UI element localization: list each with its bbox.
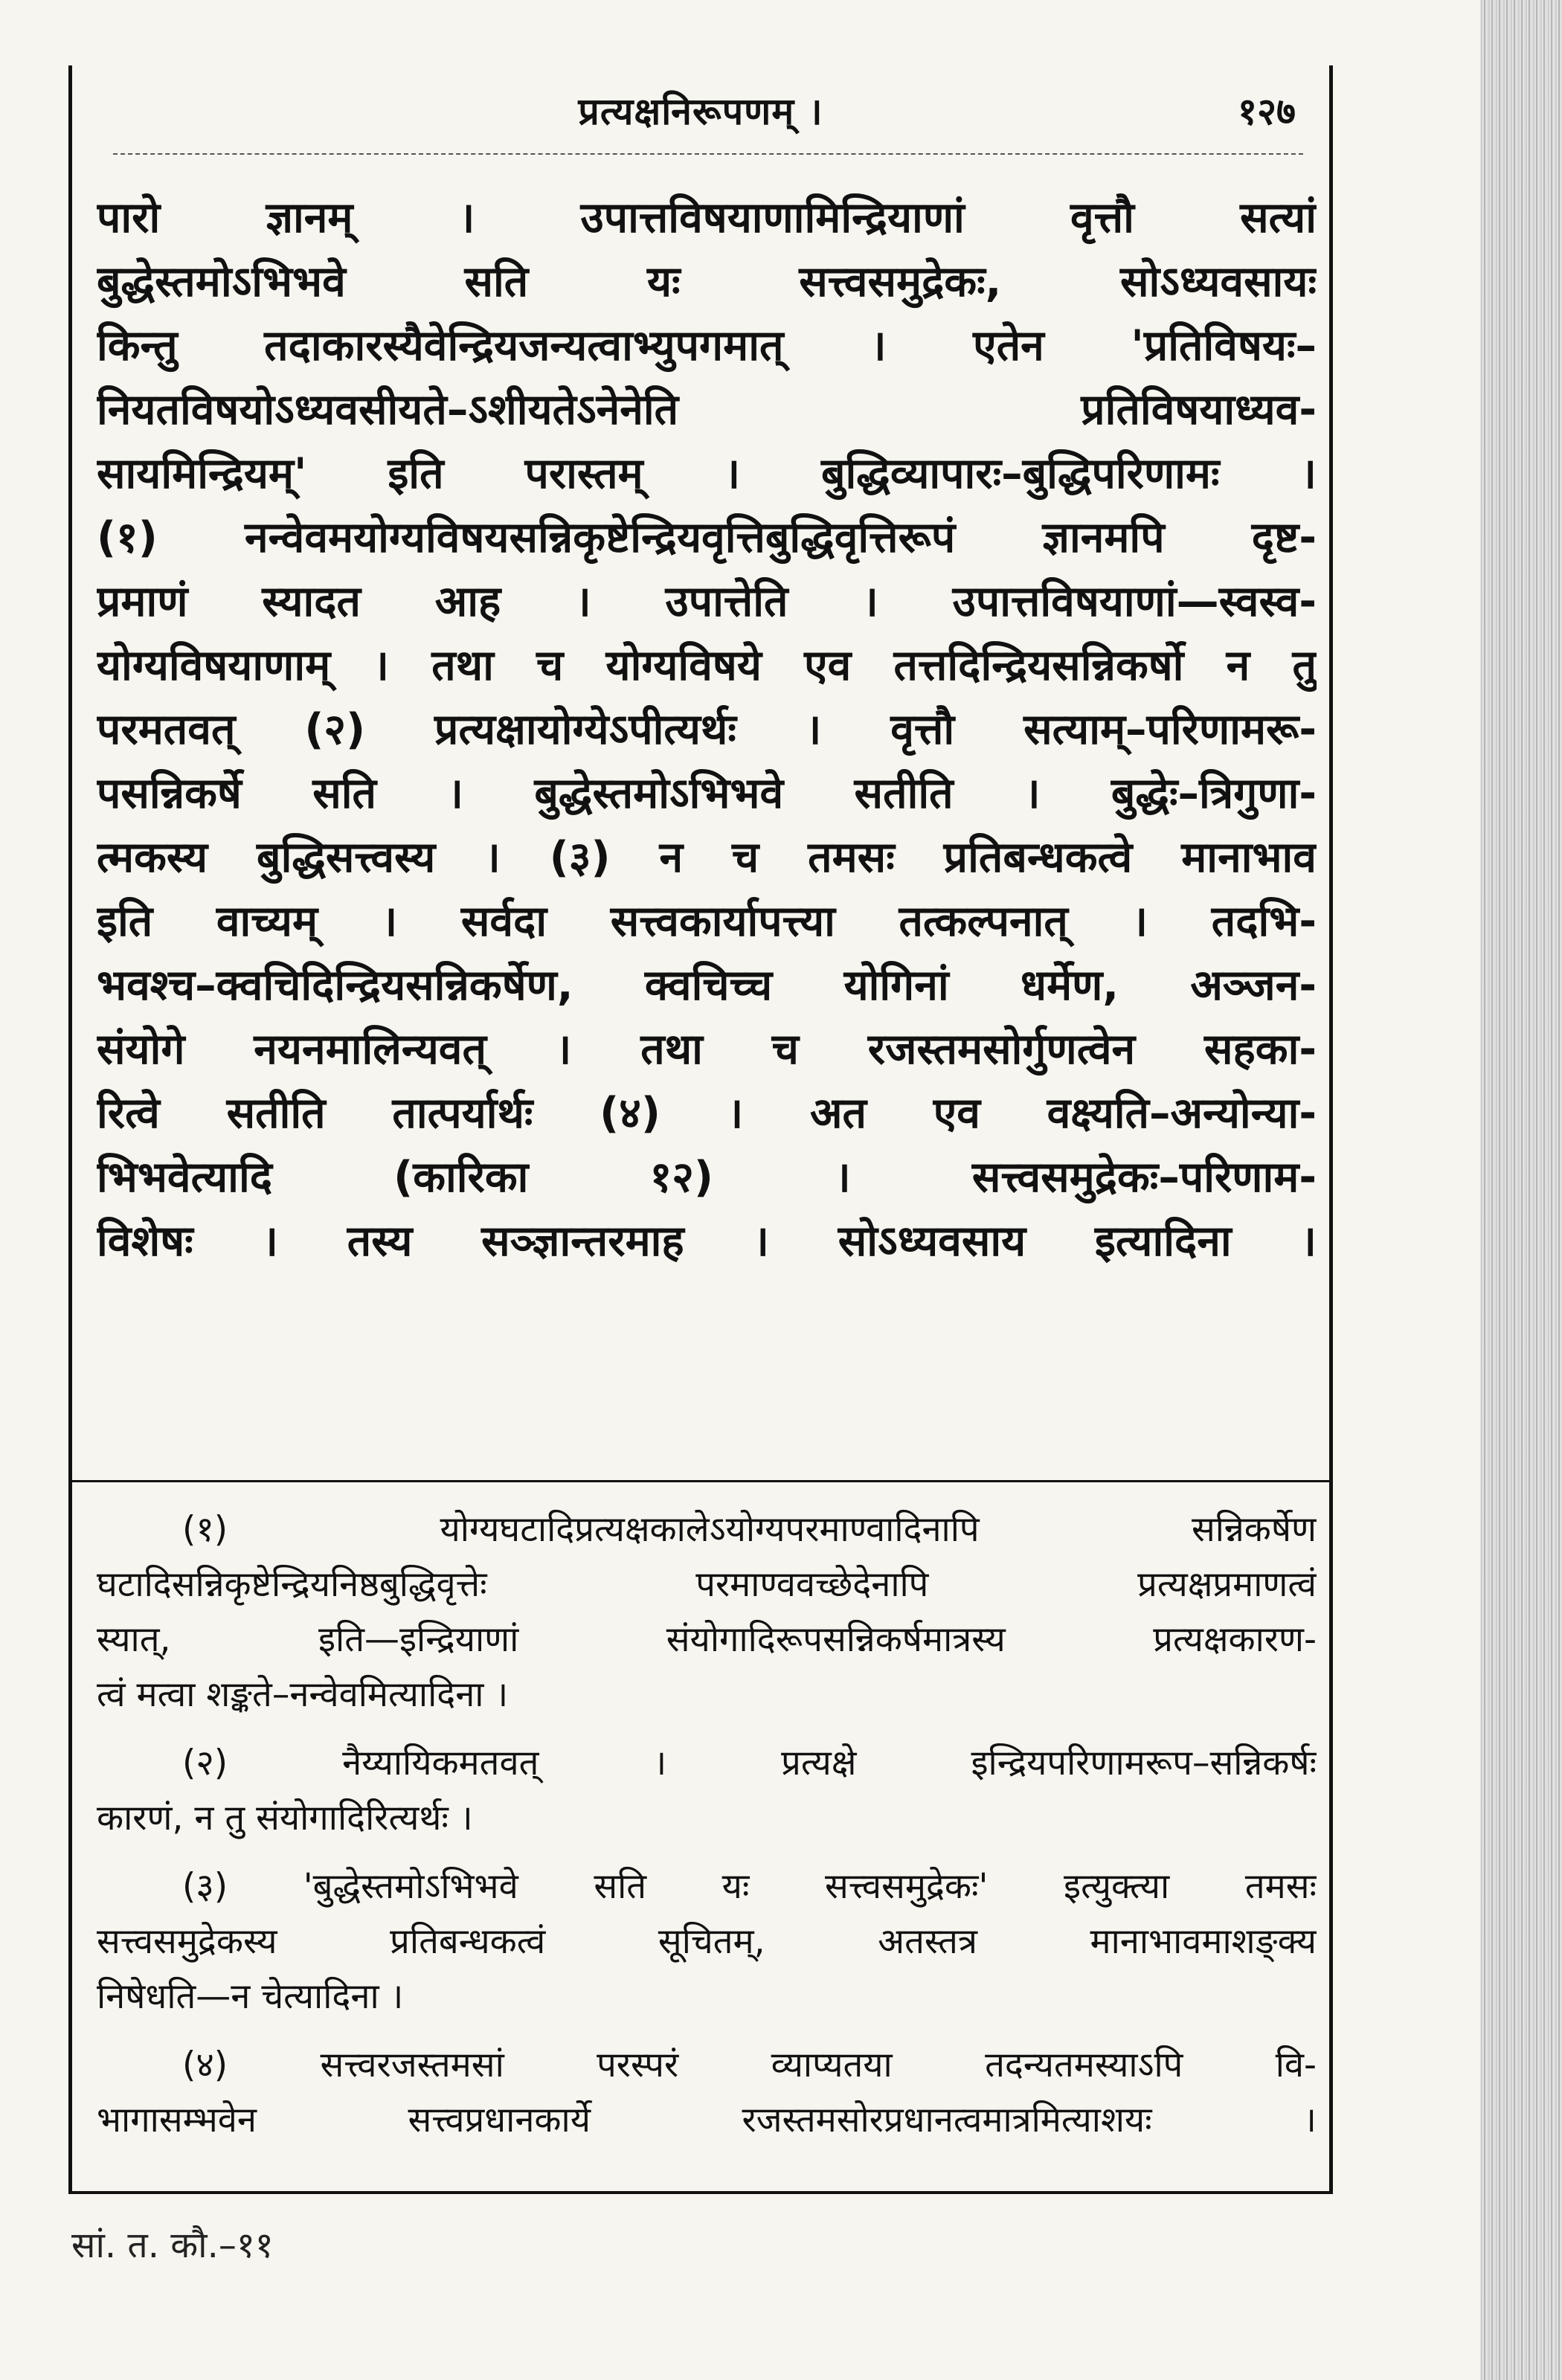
main-text-line: भिभवेत्यादि (कारिका १२) । सत्त्वसमुद्रेकः–परिणाम- (97, 1153, 1317, 1202)
main-text-block (97, 186, 1317, 1273)
footnote-divider (68, 1480, 1333, 1482)
footnote-line: (२) नैय्यायिकमतवत् । प्रत्यक्षे इन्द्रियपरिणामरूप–सन्निकर्षः (182, 1743, 1317, 1784)
main-text-line: पसन्निकर्षे सति । बुद्धेस्तमोऽभिभवे सतीति । बुद्धेः–त्रिगुणा- (97, 769, 1317, 818)
main-text-line: परमतवत् (२) प्रत्यक्षायोग्येऽपीत्यर्थः । वृत्तौ सत्याम्–परिणामरू- (97, 705, 1317, 754)
main-text-line: पारो ज्ञानम् । उपात्तविषयाणामिन्द्रियाणां वृत्तौ सत्यां (97, 193, 1317, 242)
footnote-line: सत्त्वसमुद्रेकस्य प्रतिबन्धकत्वं सूचितम्, अतस्तत्र मानाभावमाशङ्क्य (97, 1921, 1317, 1962)
footnote-line: कारणं, न तु संयोगादिरित्यर्थः । (97, 1798, 473, 1839)
footnote-line: (४) सत्त्वरजस्तमसां परस्परं व्याप्यतया तदन्यतमस्याऽपि वि- (182, 2045, 1317, 2085)
footnote-1 (97, 1502, 1317, 1723)
main-text-line: संयोगे नयनमालिन्यवत् । तथा च रजस्तमसोर्गुणत्वेन सहका- (97, 1025, 1317, 1074)
main-text-line: बुद्धेस्तमोऽभिभवे सति यः सत्त्वसमुद्रेकः, सोऽध्यवसायः (97, 257, 1317, 306)
footnote-4 (97, 2038, 1317, 2148)
book-spine-gutter (1480, 0, 1562, 2380)
main-text-line: नियतविषयोऽध्यवसीयते–ऽशीयतेऽनेनेति प्रतिविषयाध्यव- (97, 385, 1317, 434)
footnote-line: भागासम्भवेन सत्त्वप्रधानकार्ये रजस्तमसोरप्रधानत्वमात्रमित्याशयः । (97, 2100, 1317, 2141)
main-text-line: योग्यविषयाणाम् । तथा च योग्यविषये एव तत्तदिन्द्रियसन्निकर्षो न तु (97, 641, 1317, 690)
main-text-line: सायमिन्द्रियम्' इति परास्तम् । बुद्धिव्यापारः–बुद्धिपरिणामः । (97, 449, 1317, 498)
footnote-line: घटादिसन्निकृष्टेन्द्रियनिष्ठबुद्धिवृत्तेः परमाण्ववच्छेदेनापि प्रत्यक्षप्रमाणत्वं (97, 1564, 1317, 1605)
printer-signature: सां. त. कौ.–११ (71, 2225, 274, 2266)
footnote-line: स्यात्, इति—इन्द्रियाणां संयोगादिरूपसन्निकर्षमात्रस्य प्रत्यक्षकारण- (97, 1619, 1317, 1660)
footnotes-block (97, 1502, 1317, 2148)
footnote-line: (१) योग्यघटादिप्रत्यक्षकालेऽयोग्यपरमाण्वादिनापि सन्निकर्षेण (182, 1509, 1317, 1550)
header-divider (113, 153, 1303, 155)
main-text-line: किन्तु तदाकारस्यैवेन्द्रियजन्यत्वाभ्युपगमात् । एतेन 'प्रतिविषयः– (97, 321, 1317, 370)
page-header (68, 74, 1333, 141)
footnote-line: (३) 'बुद्धेस्तमोऽभिभवे सति यः सत्त्वसमुद्रेकः' इत्युक्त्या तमसः (182, 1866, 1317, 1907)
footnote-line: त्वं मत्वा शङ्कते–नन्वेवमित्यादिना । (97, 1674, 509, 1715)
main-text-line: रित्वे सतीति तात्पर्यार्थः (४) । अत एव वक्ष्यति–अन्योन्या- (97, 1089, 1317, 1138)
main-text-line: इति वाच्यम् । सर्वदा सत्त्वकार्यापत्त्या तत्कल्पनात् । तदभि- (97, 897, 1317, 946)
footnote-2 (97, 1736, 1317, 1846)
main-text-line: भवश्च–क्वचिदिन्द्रियसन्निकर्षेण, क्वचिच्च योगिनां धर्मेण, अञ्जन- (97, 961, 1317, 1010)
main-text-line: त्मकस्य बुद्धिसत्त्वस्य । (३) न च तमसः प्रतिबन्धकत्वे मानाभाव (97, 833, 1317, 882)
main-text-line: (१) नन्वेवमयोग्यविषयसन्निकृष्टेन्द्रियवृत्तिबुद्धिवृत्तिरूपं ज्ञानमपि दृष्ट- (97, 513, 1317, 562)
page-number: १२७ (1238, 90, 1296, 133)
footnote-line: निषेधति—न चेत्यादिना । (97, 1976, 404, 2017)
footnote-3 (97, 1859, 1317, 2024)
main-text-line: विशेषः । तस्य सञ्ज्ञान्तरमाह । सोऽध्यवसाय इत्यादिना । (97, 1217, 1317, 1266)
running-title: प्रत्यक्षनिरूपणम् । (578, 90, 823, 133)
main-text-line: प्रमाणं स्यादत आह । उपात्तेति । उपात्तविषयाणां—स्वस्व- (97, 577, 1317, 626)
